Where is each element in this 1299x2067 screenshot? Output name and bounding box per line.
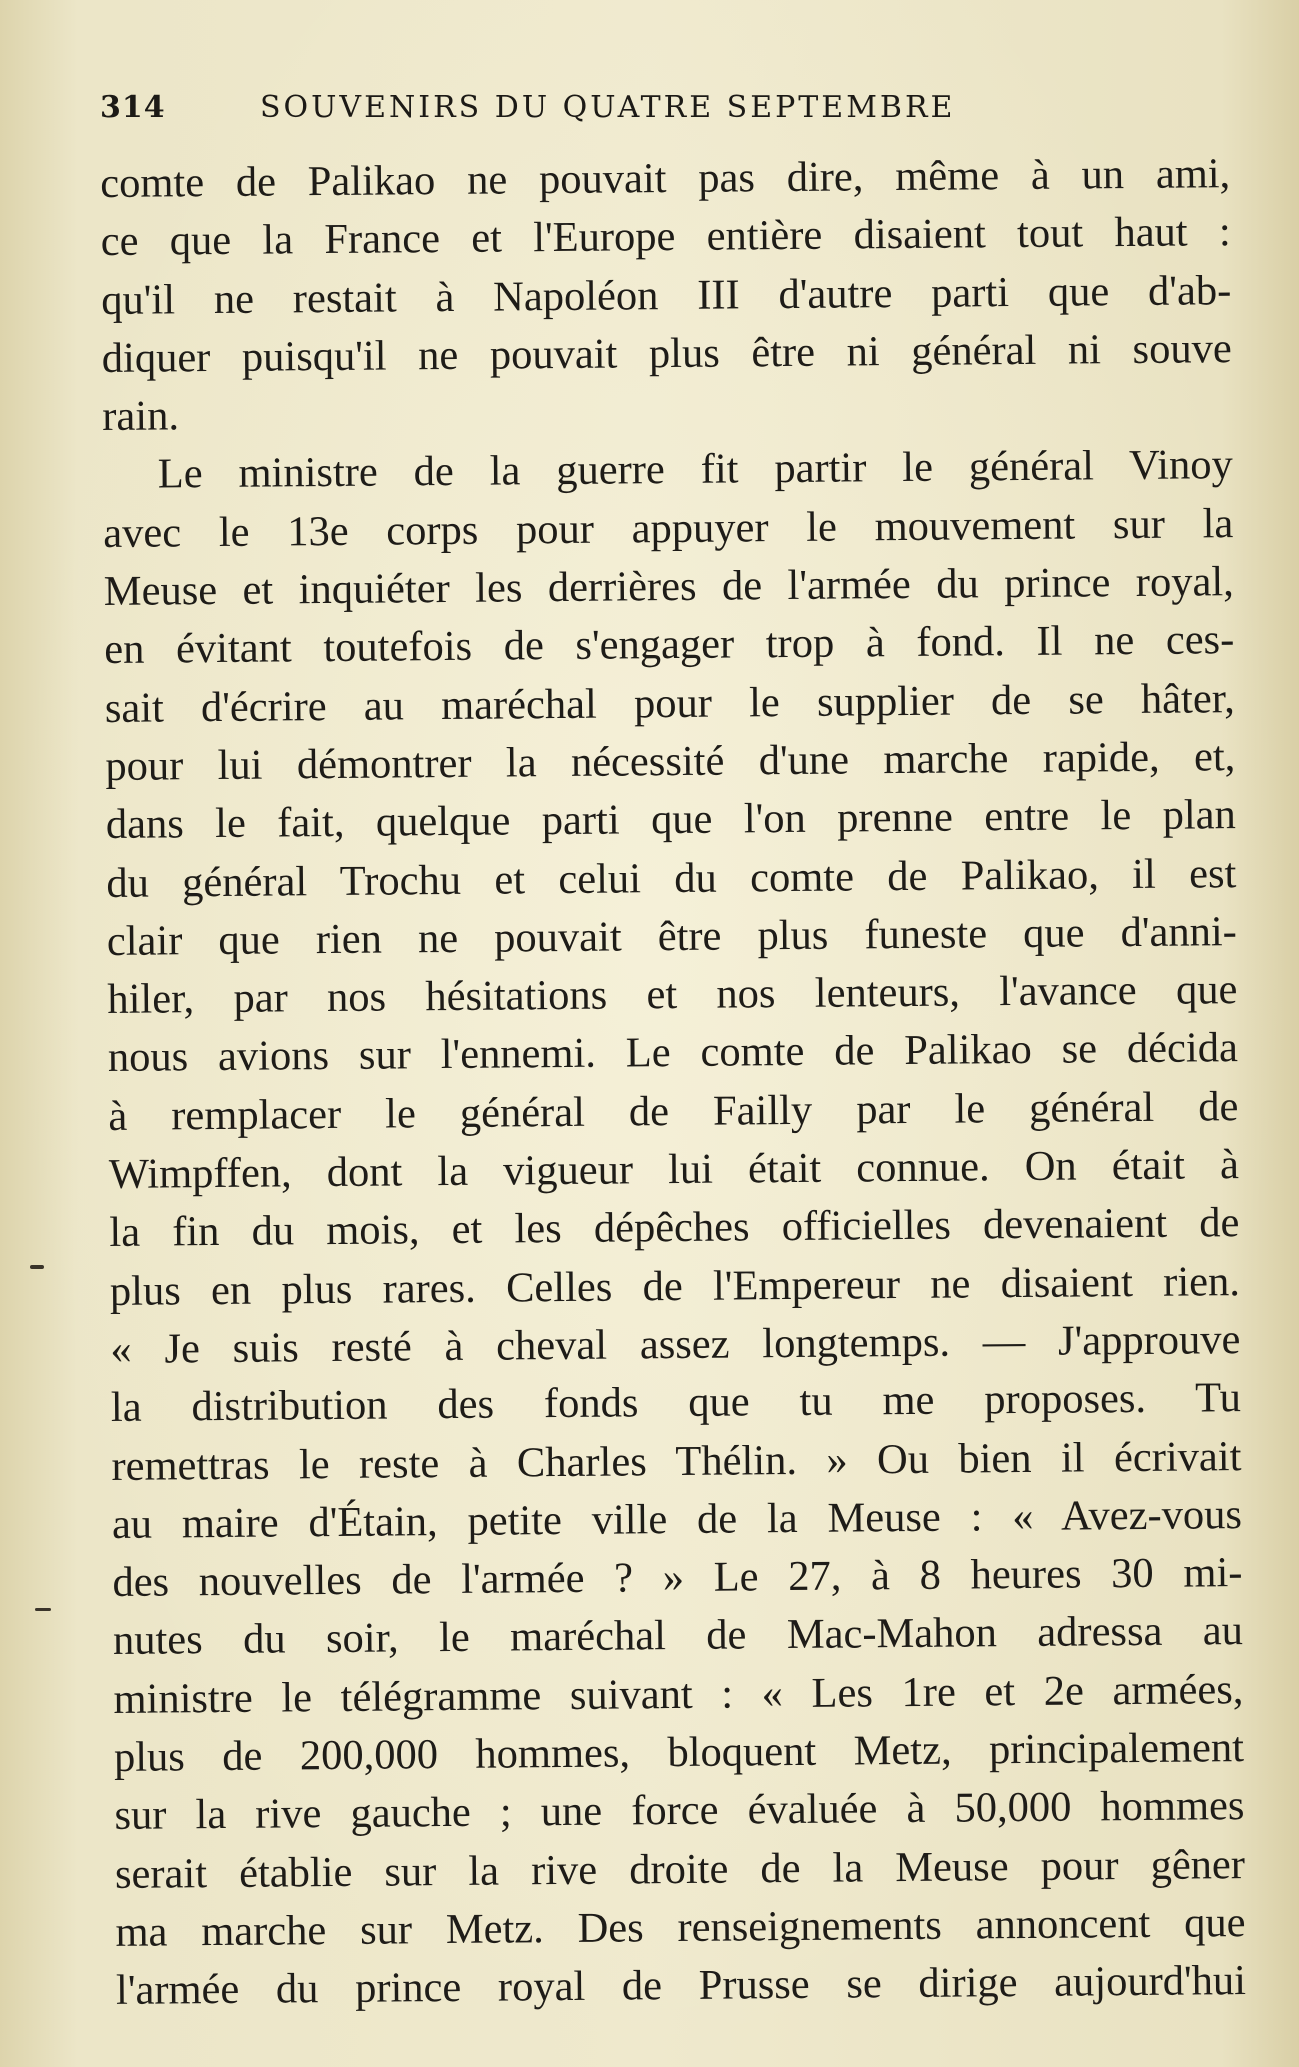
text-line: qu'il ne restait à Napoléon III d'autre parti que d'ab- [101,266,1232,324]
text-line: diquer puisqu'il ne pouvait plus être ni général ni souve [101,325,1232,382]
text-line: plus de 200,000 hommes, bloquent Metz, principalement [113,1724,1245,1781]
text-line: du général Trochu et celui du comte de Palikao, il est [106,849,1237,907]
text-line: Wimpffen, dont la vigueur lui était connue. On était à [108,1141,1240,1199]
text-line: comte de Palikao ne pouvait pas dire, même à un ami, [100,150,1231,207]
ink-smudge [30,1265,44,1269]
text-line: ministre le télégramme suivant : « Les 1re et 2e armées, [113,1665,1244,1723]
text-line: des nouvelles de l'armée ? » Le 27, à 8 heures 30 mi- [112,1549,1243,1607]
text-line: avec le 13e corps pour appuyer le mouvement sur la [103,499,1234,557]
text-line: ma marche sur Metz. Des renseignements annoncent que [115,1898,1246,1956]
text-line: pour lui démontrer la nécessité d'une marche rapide, et, [105,733,1236,790]
text-line: Le ministre de la guerre fit partir le général Vinoy [157,441,1233,498]
text-line: sait d'écrire au maréchal pour le supplier de se hâter, [104,674,1235,732]
text-line: la distribution des fonds que tu me proposes. Tu [110,1374,1242,1432]
text-line: clair que rien ne pouvait être plus funeste que d'anni- [106,907,1238,965]
text-line: serait établie sur la rive droite de la Meuse pour gêner [114,1840,1246,1898]
body-text [100,145,1246,2020]
text-line: nous avions sur l'ennemi. Le comte de Palikao se décida [107,1024,1239,1082]
running-head-title: SOUVENIRS DU QUATRE SEPTEMBRE [260,90,956,125]
text-line: Meuse et inquiéter les derrières de l'armée du prince royal, [103,558,1234,616]
text-line: hiler, par nos hésitations et nos lenteurs, l'avance que [107,966,1238,1024]
text-line: ce que la France et l'Europe entière disaient tout haut : [100,208,1231,266]
text-line: dans le fait, quelque parti que l'on prenne entre le plan [105,791,1237,849]
text-line: la fin du mois, et les dépêches officielles devenaient de [109,1199,1240,1257]
ink-smudge [35,1608,51,1611]
text-line: au maire d'Étain, petite ville de la Meuse : « Avez-vous [111,1490,1243,1548]
text-line: l'armée du prince royal de Prusse se dirige aujourd'hui [115,1957,1247,2015]
page-number: 314 [100,90,166,125]
text-line: nutes du soir, le maréchal de Mac-Mahon adressa au [112,1607,1244,1665]
text-line: à remplacer le général de Failly par le général de [108,1082,1239,1140]
text-line: plus en plus rares. Celles de l'Empereur ne disaient rien. [109,1257,1241,1315]
running-header [100,86,1250,136]
text-line: en évitant toutefois de s'engager trop à fond. Il ne ces- [104,616,1235,674]
text-line: « Je suis resté à cheval assez longtemps. — J'approuve [110,1316,1241,1373]
text-line: remettras le reste à Charles Thélin. » Ou bien il écrivait [111,1432,1242,1490]
text-line: rain. [102,392,180,441]
text-line: sur la rive gauche ; une force évaluée à 50,000 hommes [114,1782,1245,1840]
